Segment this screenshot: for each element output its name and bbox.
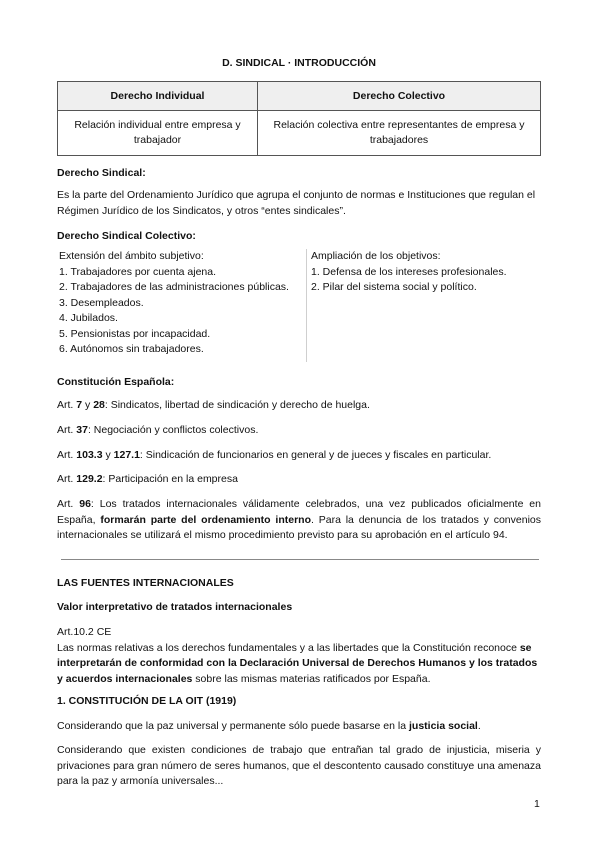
- page-title: D. SINDICAL · INTRODUCCIÓN: [222, 57, 376, 69]
- paragraph-text: Las normas relativas a los derechos fundamentales y a las libertades que la Constitución reconoce: [57, 641, 520, 654]
- page-number: 1: [534, 798, 540, 810]
- article-7-28: [57, 398, 541, 414]
- cell-colectivo: Relación colectiva entre representantes de empresa y trabajadores: [258, 111, 541, 156]
- header-colectivo: Derecho Colectivo: [258, 82, 541, 111]
- oit-paragraph-1: [57, 719, 541, 735]
- art-number: 37: [76, 424, 88, 436]
- art-text: . Para la denuncia de los tratados y convenios internacionales se utilizará el mismo procedimiento previsto para su aprobación en el artículo 94.: [57, 513, 541, 541]
- column-divider: [306, 249, 307, 362]
- table-header-row: [58, 82, 541, 111]
- art-10-2-paragraph: [57, 625, 541, 687]
- two-column-list: [57, 249, 541, 362]
- art-number: 127.1: [113, 449, 140, 461]
- art-prefix: Art.: [57, 449, 77, 461]
- art-emphasis: formarán parte del ordenamiento interno: [100, 513, 311, 526]
- paragraph-emphasis: justicia social: [408, 720, 478, 732]
- art-joiner: y: [102, 449, 114, 461]
- column-title: Ampliación de los objetivos:: [311, 250, 441, 262]
- article-129: [57, 472, 541, 488]
- oit-paragraph-2: Considerando que existen condiciones de trabajo que entrañan tal grado de injusticia, miseria y privaciones para gran número de seres humanos, que el descontento causado constituye una amenaza para la paz y armonía universales...: [57, 744, 541, 787]
- list-item: 4. Jubilados.: [59, 312, 118, 324]
- subheading-valor: Valor interpretativo de tratados internacionales: [57, 601, 293, 613]
- art-prefix: Art.: [57, 399, 77, 411]
- comparison-table: [57, 81, 541, 156]
- art-text: : Negociación y conflictos colectivos.: [87, 424, 259, 436]
- paragraph-text: Considerando que la paz universal y permanente sólo puede basarse en la: [57, 720, 409, 732]
- art-text: : Participación en la empresa: [102, 473, 238, 485]
- art-prefix: Art.: [57, 424, 77, 436]
- art-text: : Los tratados internacionales válidamente celebrados, una vez publicados oficialmente en España,: [57, 498, 541, 526]
- article-103-127: [57, 448, 541, 464]
- paragraph-emphasis: se interpretarán de conformidad con la Declaración Universal de Derechos Humanos y los tratados y acuerdos internacionales: [57, 641, 538, 685]
- list-item: 2. Pilar del sistema social y político.: [311, 281, 477, 293]
- art-number: 103.3: [76, 449, 103, 461]
- heading-oit: 1. CONSTITUCIÓN DE LA OIT (1919): [57, 695, 237, 707]
- art-prefix: Art.: [57, 473, 77, 485]
- definition-paragraph: Es la parte del Ordenamiento Jurídico que agrupa el conjunto de normas e Instituciones que regulan el Régimen Jurídico de los Sindicatos, y otros “entes sindicales”.: [57, 189, 536, 217]
- list-item: 5. Pensionistas por incapacidad.: [59, 327, 211, 340]
- art-text: : Sindicación de funcionarios en general y de jueces y fiscales en particular.: [139, 449, 492, 461]
- art-prefix: Art.: [57, 498, 80, 510]
- heading-derecho-sindical: Derecho Sindical:: [57, 167, 146, 179]
- art-number: 28: [93, 399, 105, 411]
- list-item: 1. Defensa de los intereses profesionales.: [311, 265, 507, 278]
- list-item: 2. Trabajadores de las administraciones públicas.: [59, 281, 289, 293]
- cell-individual: Relación individual entre empresa y trabajador: [58, 111, 258, 156]
- list-item: 6. Autónomos sin trabajadores.: [59, 343, 204, 355]
- article-37: [57, 423, 541, 439]
- paragraph-text: .: [477, 720, 481, 732]
- list-item: 3. Desempleados.: [59, 296, 144, 309]
- header-individual: Derecho Individual: [58, 82, 258, 111]
- heading-derecho-colectivo: Derecho Sindical Colectivo:: [57, 230, 196, 242]
- table-row: [58, 111, 541, 156]
- art-text: : Sindicatos, libertad de sindicación y derecho de huelga.: [104, 399, 370, 411]
- art-reference: Art.10.2 CE: [57, 626, 112, 638]
- heading-constitucion: Constitución Española:: [57, 376, 175, 388]
- article-96: [57, 497, 541, 544]
- objetivos-column: [311, 249, 541, 296]
- ambito-subjetivo-column: [59, 249, 304, 358]
- art-number: 96: [79, 498, 91, 510]
- art-number: 7: [76, 399, 83, 411]
- heading-fuentes: LAS FUENTES INTERNACIONALES: [57, 577, 234, 589]
- art-joiner: y: [82, 399, 94, 411]
- art-number: 129.2: [76, 473, 103, 485]
- list-item: 1. Trabajadores por cuenta ajena.: [59, 265, 217, 278]
- section-divider: [61, 559, 539, 560]
- paragraph-text: sobre las mismas materias ratificados por España.: [192, 672, 431, 685]
- column-title: Extensión del ámbito subjetivo:: [59, 250, 204, 262]
